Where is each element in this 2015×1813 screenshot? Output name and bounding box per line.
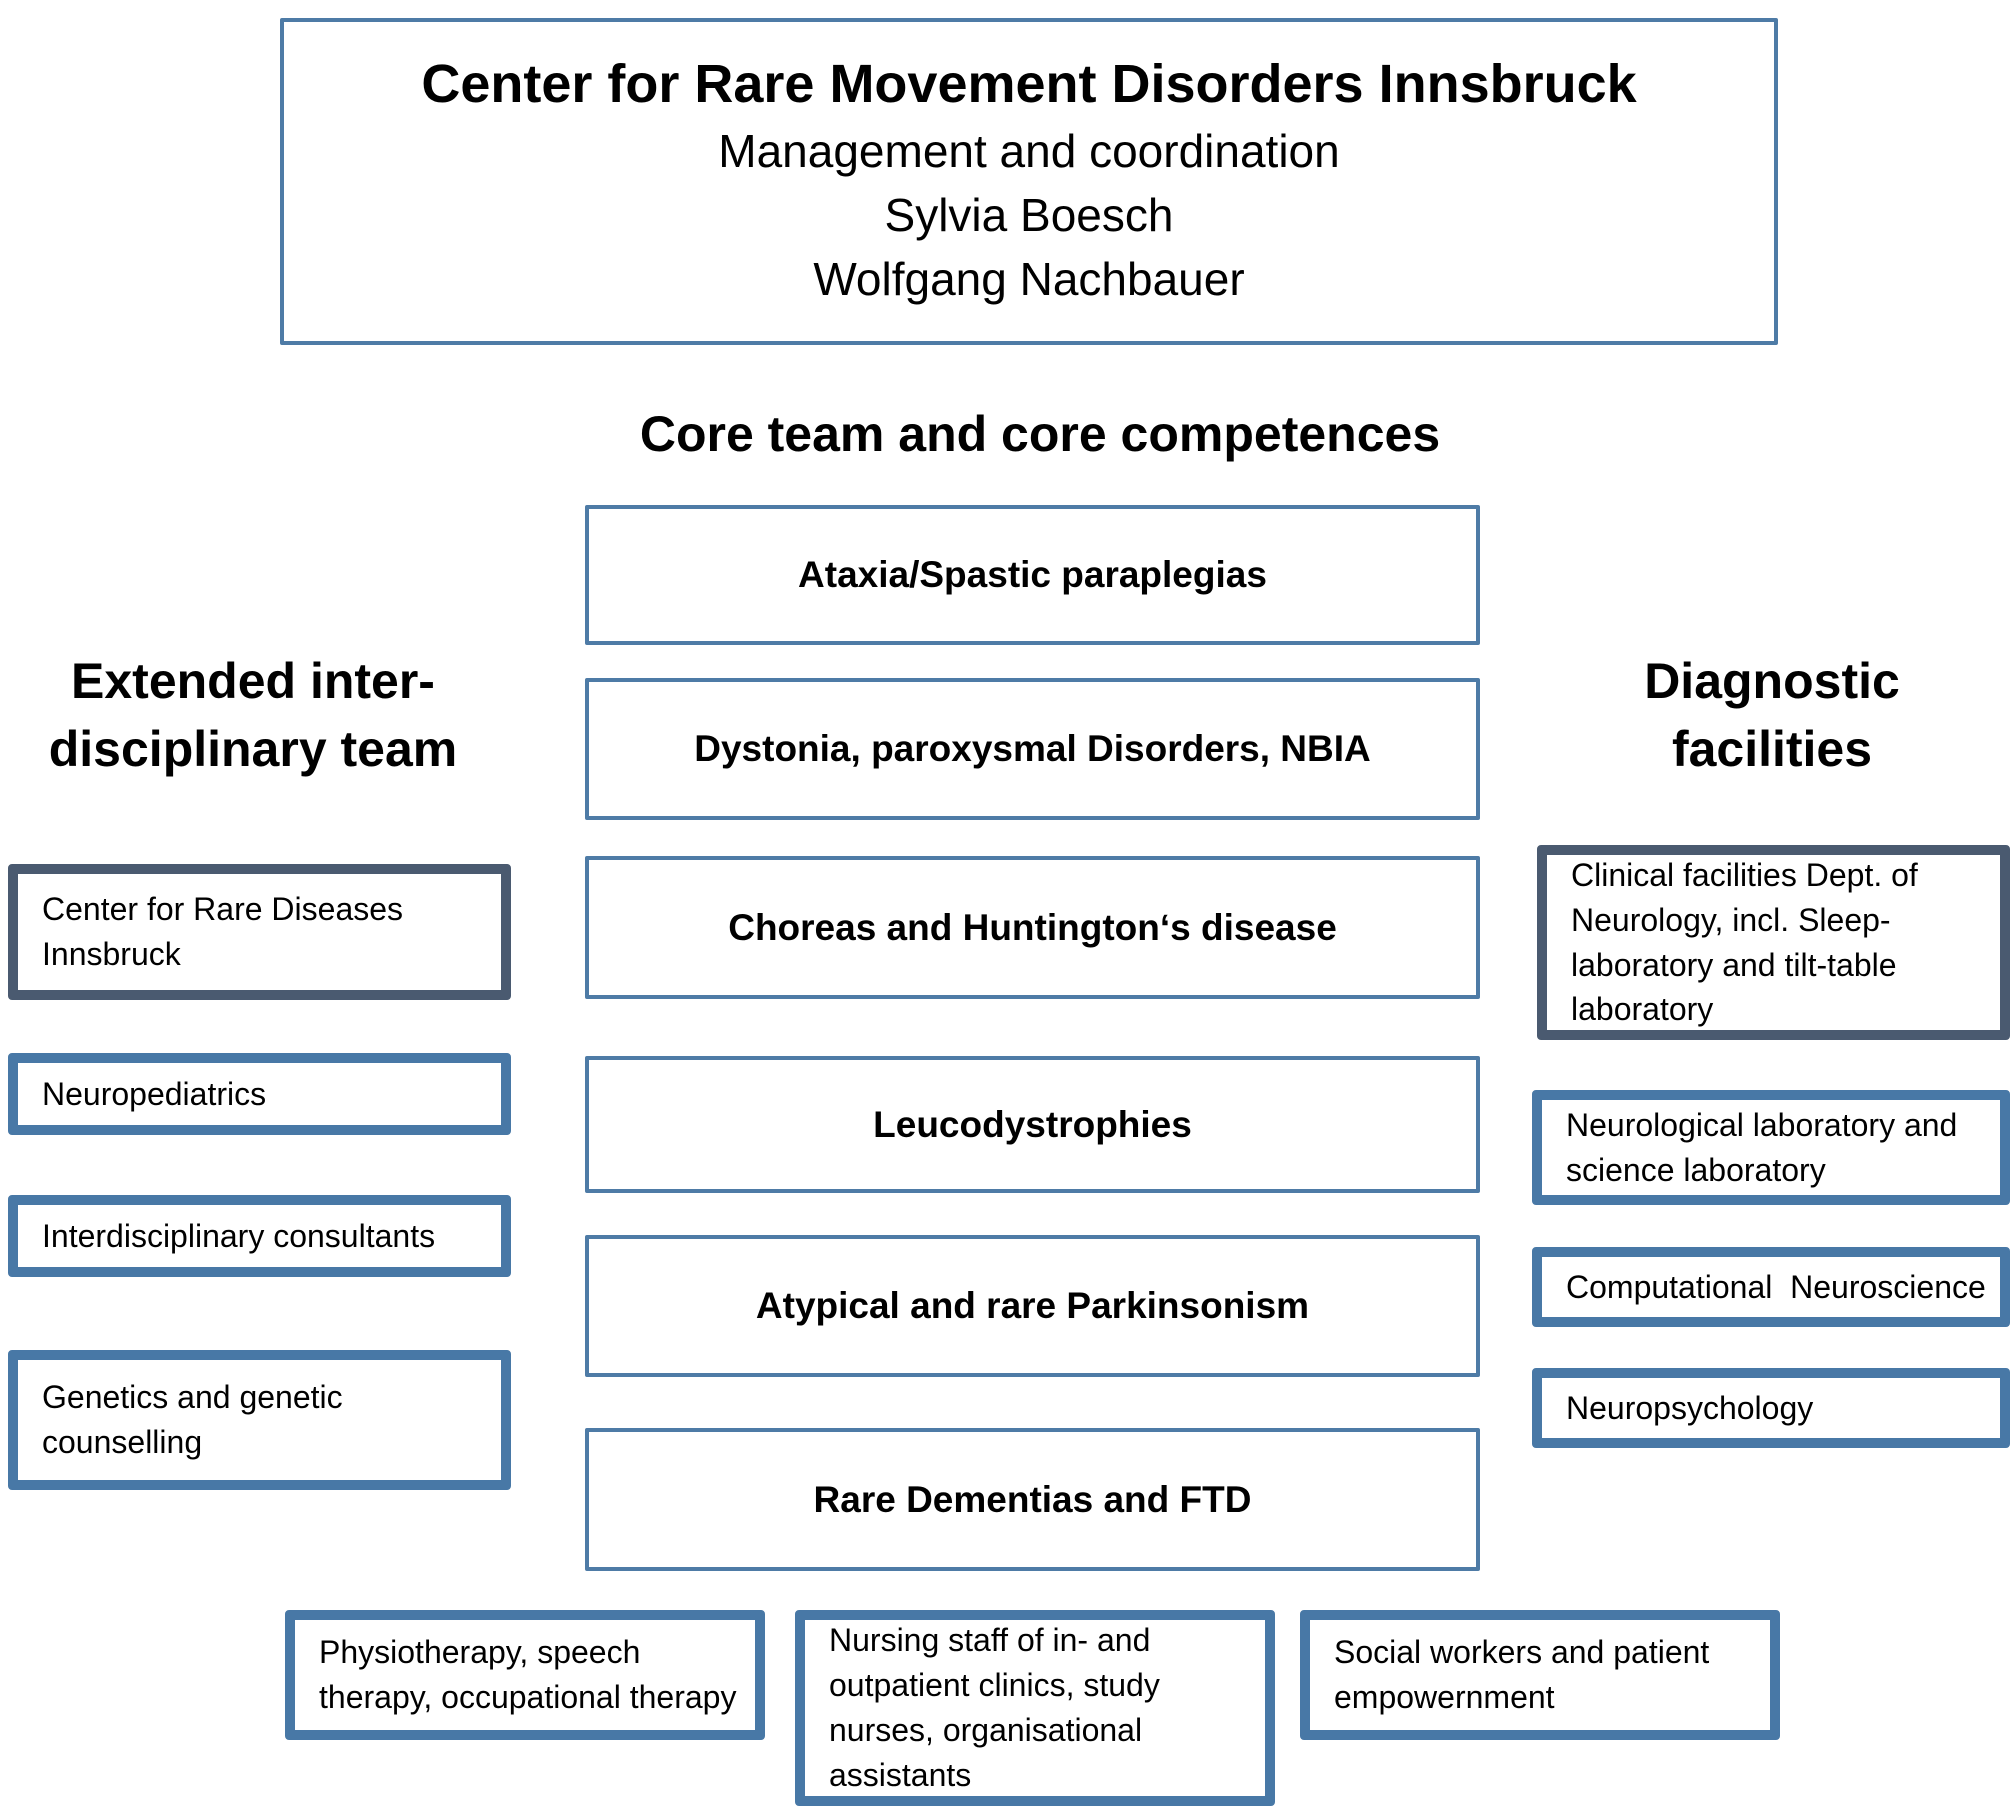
right-box-neuropsychology-label: Neuropsychology <box>1566 1389 1814 1426</box>
right-section-heading <box>1572 648 1972 783</box>
left-box-neuropediatrics-label: Neuropediatrics <box>42 1075 267 1112</box>
right-section-heading-line-1: Diagnostic <box>1644 653 1900 709</box>
core-box-leucodystrophies-label: Leucodystrophies <box>873 1103 1192 1145</box>
left-box-neuropediatrics <box>8 1053 511 1135</box>
bottom-box-social-workers-label: Social workers and patient empowernment <box>1334 1634 1719 1715</box>
left-box-genetics-label: Genetics and genetic counselling <box>42 1379 352 1460</box>
core-box-parkinsonism <box>585 1235 1480 1377</box>
left-box-genetics <box>8 1350 511 1490</box>
bottom-box-physiotherapy-label: Physiotherapy, speech therapy, occupational therapy <box>319 1634 737 1715</box>
header-box <box>280 18 1778 345</box>
core-box-choreas-label: Choreas and Huntington‘s disease <box>728 906 1337 948</box>
bottom-box-nursing-staff-label: Nursing staff of in- and outpatient clinics, study nurses, organisational assistants <box>829 1622 1169 1793</box>
core-box-ataxia-label: Ataxia/Spastic paraplegias <box>798 554 1267 595</box>
core-box-dystonia-label: Dystonia, paroxysmal Disorders, NBIA <box>694 728 1371 769</box>
core-box-dementias-label: Rare Dementias and FTD <box>813 1478 1252 1520</box>
core-box-dementias <box>585 1428 1480 1571</box>
core-box-choreas <box>585 856 1480 999</box>
left-box-rare-diseases-center <box>8 864 511 1000</box>
bottom-box-physiotherapy <box>285 1610 765 1740</box>
right-box-clinical-facilities-label: Clinical facilities Dept. of Neurology, incl. Sleep-laboratory and tilt-table laboratory <box>1571 856 1927 1028</box>
left-box-interdisciplinary-consultants <box>8 1195 511 1277</box>
left-box-interdisciplinary-consultants-label: Interdisciplinary consultants <box>42 1217 436 1254</box>
left-section-heading-line-2: disciplinary team <box>48 720 458 777</box>
core-box-dystonia <box>585 678 1480 820</box>
core-box-ataxia <box>585 505 1480 645</box>
bottom-box-nursing-staff <box>795 1610 1275 1806</box>
right-box-neurological-laboratory-label: Neurological laboratory and science laboratory <box>1566 1106 1967 1188</box>
core-box-leucodystrophies <box>585 1056 1480 1193</box>
right-section-heading-line-2: facilities <box>1671 720 1873 777</box>
core-team-heading: Core team and core competences <box>639 406 1441 462</box>
header-line-management: Management and coordination <box>718 124 1340 177</box>
right-box-computational-neuroscience-label: Computational Neuroscience <box>1566 1268 1986 1305</box>
right-box-computational-neuroscience <box>1532 1247 2010 1327</box>
header-box-content <box>284 51 1774 312</box>
right-box-neurological-laboratory <box>1532 1090 2010 1205</box>
left-section-heading-line-1: Extended inter- <box>71 653 435 709</box>
bottom-box-social-workers <box>1300 1610 1780 1740</box>
left-section-heading <box>18 648 488 783</box>
header-line-person-2: Wolfgang Nachbauer <box>813 253 1245 306</box>
header-line-person-1: Sylvia Boesch <box>884 189 1174 242</box>
header-title: Center for Rare Movement Disorders Innsbruck <box>421 54 1637 115</box>
left-box-rare-diseases-center-label: Center for Rare Diseases Innsbruck <box>42 891 412 972</box>
core-box-parkinsonism-label: Atypical and rare Parkinsonism <box>755 1285 1310 1326</box>
right-box-neuropsychology <box>1532 1368 2010 1448</box>
right-box-clinical-facilities <box>1537 845 2010 1040</box>
